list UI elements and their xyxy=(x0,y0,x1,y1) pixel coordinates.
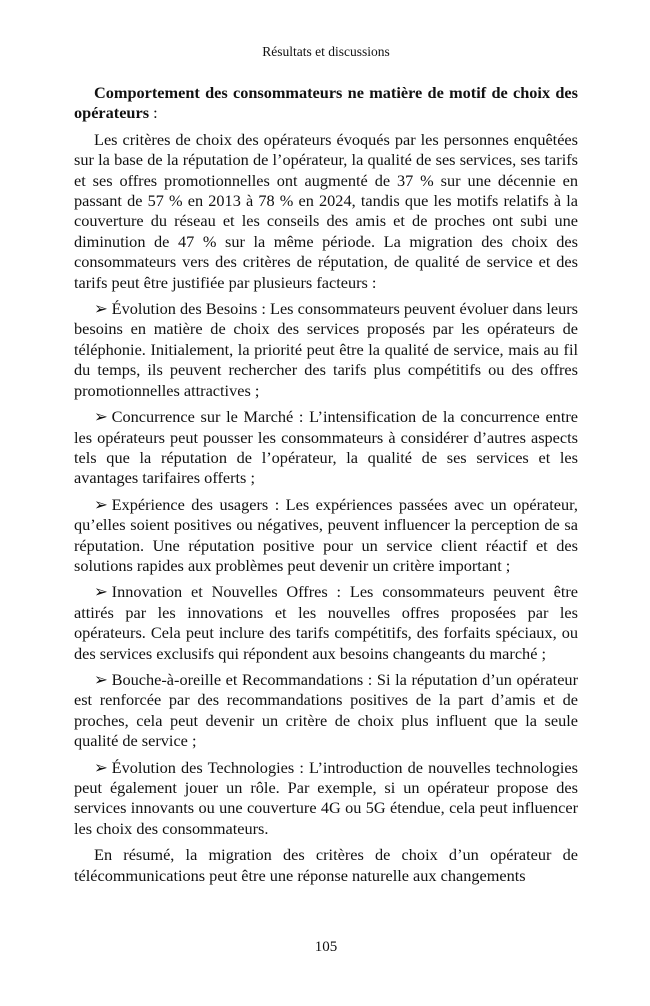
section-heading-text: Comportement des consommateurs ne matière de motif de choix des opérateurs xyxy=(74,83,578,123)
intro-paragraph: Les critères de choix des opérateurs évoqués par les personnes enquêtées sur la base de la réputation de l’opérateur, la qualité de ses services, ses tarifs et ses offres promotionnelles ont augmenté de 37 % sur une décennie en passant de 57 % en 2013 à 78 % en 2024, tandis que les motifs relatifs à la couverture du réseau et les conseils des amis et de proches ont subi une diminution de 47 % sur la même période. La migration des choix des consommateurs vers des critères de réputation, de qualité de service et des tarifs peut être justifiée par plusieurs facteurs : xyxy=(74,129,578,292)
arrow-bullet-icon: ➢ xyxy=(94,669,108,689)
factor-item-technologies xyxy=(74,758,578,840)
page-content xyxy=(74,83,578,892)
factor-text: Bouche-à-oreille et Recommandations : Si la réputation d’un opérateur est renforcée par des recommandations positives de la part d’amis et de proches, cela peut devenir un critère de choix plus influent que la seule qualité de service ; xyxy=(74,669,578,751)
factor-item-concurrence xyxy=(74,407,578,489)
arrow-bullet-icon: ➢ xyxy=(94,407,108,427)
conclusion-paragraph: En résumé, la migration des critères de choix d’un opérateur de télécommunications peut être une réponse naturelle aux changements xyxy=(74,845,578,885)
factor-text: Innovation et Nouvelles Offres : Les consommateurs peuvent être attirés par les innovations et les nouvelles offres proposées par les opérateurs. Cela peut inclure des tarifs compétitifs, des forfaits spéciaux, ou des services exclusifs qui répondent aux besoins changeants du marché ; xyxy=(74,582,578,663)
factor-text: Évolution des Technologies : L’introduction de nouvelles technologies peut également jouer un rôle. Par exemple, si un opérateur propose des services innovants ou une couverture 4G ou 5G étendue, cela peut influencer les choix des consommateurs. xyxy=(74,757,578,838)
arrow-bullet-icon: ➢ xyxy=(94,757,108,777)
factor-text: Expérience des usagers : Les expériences passées avec un opérateur, qu’elles soient positives ou négatives, peuvent influencer la perception de sa réputation. Une réputation positive pour un service client réactif et des solutions rapides aux problèmes peut devenir un critère important ; xyxy=(74,494,578,575)
arrow-bullet-icon: ➢ xyxy=(94,494,108,514)
factor-text: Évolution des Besoins : Les consommateurs peuvent évoluer dans leurs besoins en matière de choix des services proposés par les opérateurs de téléphonie. Initialement, la priorité peut être la qualité de service, mais au fil du temps, ils peuvent rechercher des tarifs plus compétitifs ou des offres promotionnelles attractives ; xyxy=(74,299,578,400)
factor-item-besoins xyxy=(74,299,578,401)
arrow-bullet-icon: ➢ xyxy=(94,299,108,319)
factor-item-innovation xyxy=(74,582,578,664)
page-number: 105 xyxy=(314,939,338,955)
arrow-bullet-icon: ➢ xyxy=(94,582,108,602)
running-header: Résultats et discussions xyxy=(262,44,390,59)
factor-item-experience xyxy=(74,495,578,577)
factor-text: Concurrence sur le Marché : L’intensification de la concurrence entre les opérateurs peut pousser les consommateurs à considérer d’autres aspects tels que la réputation de l’opérateur, la qualité de ses services et les avantages tarifaires offerts ; xyxy=(74,407,578,488)
document-page xyxy=(74,0,578,1006)
section-heading-suffix: : xyxy=(149,103,158,123)
factor-item-bouche-a-oreille xyxy=(74,670,578,752)
section-heading xyxy=(74,83,578,124)
